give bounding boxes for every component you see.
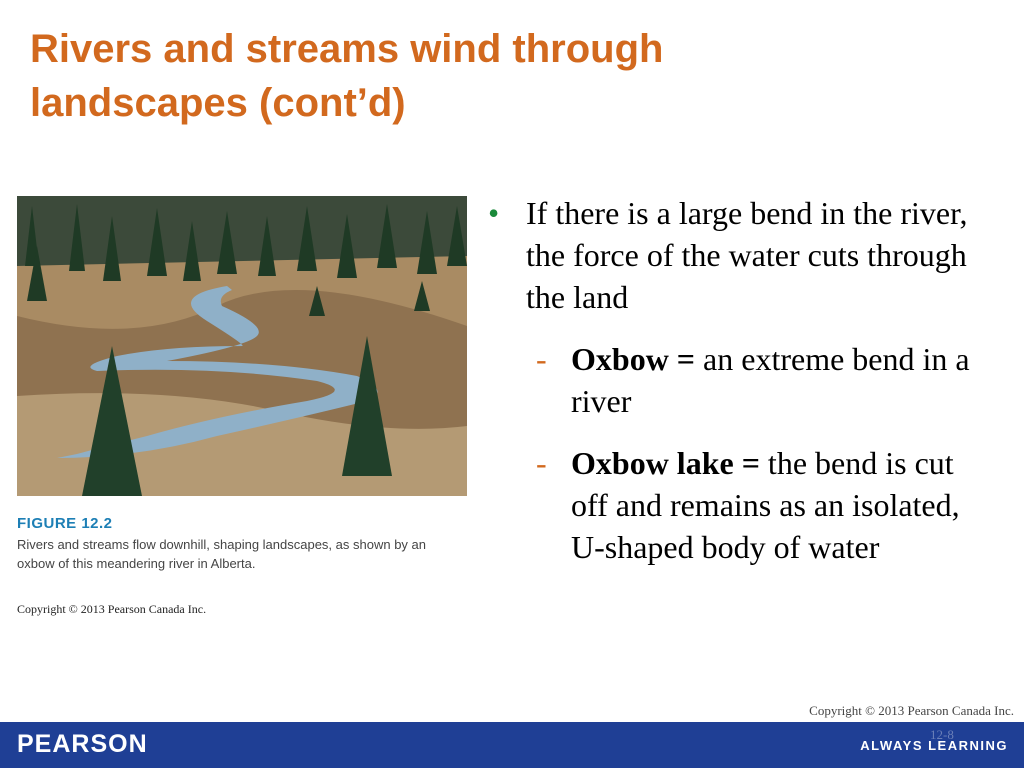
- brand-tagline: ALWAYS LEARNING: [860, 738, 1008, 753]
- sub-item-marker: -: [536, 341, 547, 377]
- footer-copyright: Copyright © 2013 Pearson Canada Inc.: [809, 703, 1014, 718]
- figure-caption: Rivers and streams flow downhill, shaping landscapes, as shown by an oxbow of this meandering river in Alberta.: [17, 537, 426, 571]
- sub-item-term: Oxbow =: [571, 341, 696, 377]
- sub-item-text: [571, 442, 996, 568]
- sub-item-marker: -: [536, 445, 547, 481]
- sub-item-term: Oxbow lake =: [571, 445, 760, 481]
- bullet-text: If there is a large bend in the river, the force of the water cuts through the land: [526, 195, 968, 315]
- slide-content: [488, 192, 1008, 568]
- river-photo: [17, 196, 467, 496]
- slide-title: Rivers and streams wind through landscapes (cont’d): [30, 27, 664, 125]
- slide-number: 12-8: [930, 727, 954, 742]
- sub-item-oxbow: [536, 338, 1008, 422]
- sub-item-definition: the bend is cut off and remains as an isolated, U-shaped body of water: [571, 445, 960, 565]
- footer-bar: [0, 722, 1024, 768]
- bullet-item: [488, 192, 1008, 318]
- sub-item-text: [571, 338, 996, 422]
- figure-copyright: Copyright © 2013 Pearson Canada Inc.: [17, 602, 207, 616]
- brand-logo: PEARSON: [17, 730, 148, 758]
- bullet-marker: •: [488, 195, 500, 231]
- sub-item-definition: an extreme bend in a river: [571, 341, 970, 419]
- sub-item-oxbow-lake: [536, 442, 1008, 568]
- figure-label: FIGURE 12.2: [17, 515, 113, 532]
